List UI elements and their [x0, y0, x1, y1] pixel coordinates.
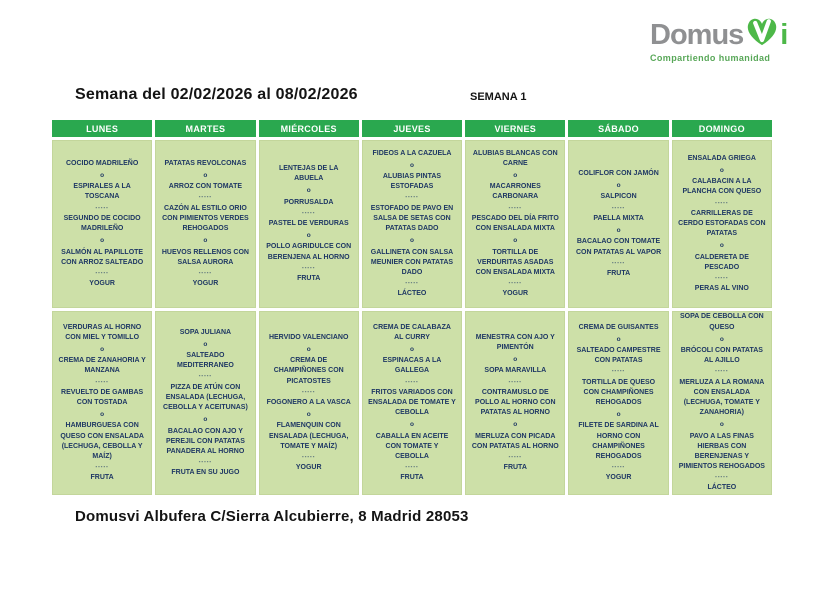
- option-separator: o: [719, 335, 724, 343]
- menu-item: FLAMENQUIN CON ENSALADA (LECHUGA, TOMATE Y MAÍZ): [268, 422, 349, 450]
- menu-item: BRÓCOLI CON PATATAS AL AJILLO: [680, 347, 763, 365]
- course-separator: -----: [95, 464, 109, 471]
- menu-item: PAVO A LAS FINAS HIERBAS CON BERENJENAS Y PIMIENTOS REHOGADOS: [678, 432, 765, 471]
- logo-tagline: Compartiendo humanidad: [650, 53, 771, 63]
- day-header-5: VIERNES: [465, 120, 565, 137]
- menu-item: PESCADO DEL DÍA FRITO CON ENSALADA MIXTA: [471, 214, 559, 232]
- course-separator: -----: [611, 368, 626, 375]
- menu-item: FRUTA: [606, 269, 631, 277]
- menu-item: FRUTA: [297, 275, 321, 283]
- option-separator: o: [306, 232, 311, 240]
- option-separator: o: [410, 161, 414, 169]
- menu-item: COCIDO MADRILEÑO: [65, 159, 139, 167]
- option-separator: o: [616, 182, 621, 190]
- course-separator: -----: [611, 259, 626, 266]
- course-separator: -----: [302, 388, 316, 395]
- menu-item: FRUTA: [503, 464, 527, 472]
- day-header-1: LUNES: [52, 120, 152, 137]
- option-separator: o: [513, 171, 518, 179]
- day-header-7: DOMINGO: [672, 120, 772, 137]
- option-separator: o: [100, 411, 105, 419]
- course-separator: -----: [508, 453, 522, 460]
- menu-cell-row2-day4: [362, 311, 462, 495]
- menu-item: PASTEL DE VERDURAS: [268, 219, 349, 227]
- course-separator: -----: [715, 199, 729, 206]
- course-separator: -----: [198, 194, 213, 201]
- course-separator: -----: [715, 474, 729, 481]
- menu-item: CREMA DE GUISANTES: [578, 323, 659, 331]
- menu-item: SALPICON: [600, 193, 637, 201]
- day-header-2: MARTES: [155, 120, 255, 137]
- menu-cell-row2-day7: [672, 311, 772, 495]
- menu-item: FRUTA EN SU JUGO: [171, 469, 240, 477]
- menu-item: YOGUR: [605, 474, 632, 482]
- menu-item: VERDURAS AL HORNO CON MIEL Y TOMILLO: [63, 323, 142, 341]
- menu-item: TORTILLA DE QUESO CON CHAMPIÑONES REHOGADOS: [582, 378, 656, 406]
- menu-item: SOPA MARAVILLA: [484, 367, 547, 375]
- menu-item: LENTEJAS DE LA ABUELA: [278, 164, 339, 182]
- domusvi-logo: [650, 14, 830, 63]
- menu-item: ENSALADA GRIEGA: [687, 154, 756, 162]
- day-header-6: SÁBADO: [568, 120, 668, 137]
- menu-item: MERLUZA A LA ROMANA CON ENSALADA (LECHUGA, TOMATE Y ZANAHORIA): [679, 378, 765, 417]
- menu-cell-row1-day3: [259, 140, 359, 308]
- menu-item: YOGUR: [192, 280, 219, 288]
- page-title: Semana del 02/02/2026 al 08/02/2026: [75, 86, 358, 103]
- menu-item: FIDEOS A LA CAZUELA: [372, 149, 452, 157]
- day-header-4: JUEVES: [362, 120, 462, 137]
- menu-item: MACARRONES CARBONARA: [489, 183, 541, 201]
- course-separator: -----: [508, 378, 522, 385]
- menu-cell-row1-day5: [465, 140, 565, 308]
- course-separator: -----: [508, 204, 522, 211]
- option-separator: o: [410, 237, 414, 245]
- menu-item: ESTOFADO DE PAVO EN SALSA DE SETAS CON PATATAS DADO: [370, 204, 454, 232]
- menu-item: PATATAS REVOLCONAS: [164, 159, 247, 167]
- option-separator: o: [719, 242, 724, 250]
- menu-item: BACALAO CON AJO Y PEREJIL CON PATATAS PANADERA AL HORNO: [165, 427, 245, 455]
- menu-item: CALABACIN A LA PLANCHA CON QUESO: [682, 178, 762, 196]
- menu-item: CARRILLERAS DE CERDO ESTOFADAS CON PATATAS: [678, 209, 766, 238]
- course-separator: -----: [198, 373, 213, 380]
- menu-cell-row1-day1: [52, 140, 152, 308]
- option-separator: o: [100, 237, 105, 245]
- option-separator: o: [513, 421, 518, 429]
- menu-item: BACALAO CON TOMATE CON PATATAS AL VAPOR: [575, 238, 662, 256]
- menu-item: FOGONERO A LA VASCA: [266, 398, 351, 406]
- menu-cell-row1-day2: [155, 140, 255, 308]
- menu-cell-row1-day6: [568, 140, 668, 308]
- menu-item: MENESTRA CON AJO Y PIMENTÓN: [475, 333, 555, 351]
- menu-cell-row2-day5: [465, 311, 565, 495]
- menu-cell-row2-day2: [155, 311, 255, 495]
- menu-item: CREMA DE ZANAHORIA Y MANZANA: [58, 357, 146, 375]
- menu-item: PIZZA DE ATÚN CON ENSALADA (LECHUGA, CEBOLLA Y ACEITUNAS): [163, 383, 248, 411]
- option-separator: o: [306, 345, 311, 353]
- option-separator: o: [616, 227, 621, 234]
- option-separator: o: [203, 340, 208, 348]
- option-separator: o: [513, 355, 518, 363]
- menu-item: TORTILLA DE VERDURITAS ASADAS CON ENSALADA MIXTA: [475, 248, 555, 276]
- menu-item: SOPA DE CEBOLLA CON QUESO: [679, 313, 764, 331]
- menu-item: FRUTA: [90, 474, 114, 482]
- course-separator: -----: [508, 279, 522, 286]
- option-separator: o: [203, 237, 208, 245]
- option-separator: o: [100, 345, 105, 353]
- menu-item: GALLINETA CON SALSA MEUNIER CON PATATAS DADO: [370, 248, 454, 276]
- menu-item: POLLO AGRIDULCE CON BERENJENA AL HORNO: [266, 243, 352, 261]
- course-separator: -----: [715, 368, 729, 375]
- menu-item: LÁCTEO: [707, 484, 737, 492]
- menu-item: PAELLA MIXTA: [593, 214, 644, 222]
- option-separator: o: [410, 345, 414, 353]
- menu-item: PORRUSALDA: [284, 198, 334, 206]
- option-separator: o: [719, 166, 724, 174]
- course-separator: -----: [405, 194, 419, 201]
- menu-table: [52, 120, 772, 495]
- menu-item: ARROZ CON TOMATE: [168, 183, 243, 191]
- course-separator: -----: [198, 458, 213, 465]
- menu-item: FRITOS VARIADOS CON ENSALADA DE TOMATE Y CEBOLLA: [368, 388, 456, 417]
- menu-item: ALUBIAS BLANCAS CON CARNE: [472, 149, 558, 167]
- menu-item: ESPIRALES A LA TOSCANA: [73, 183, 131, 201]
- heart-icon: [745, 16, 779, 52]
- week-label: SEMANA 1: [470, 91, 527, 103]
- menu-item: HAMBURGUESA CON QUESO CON ENSALADA (LECHUGA, CEBOLLA Y MAÍZ): [60, 422, 144, 460]
- day-header-3: MIÉRCOLES: [259, 120, 359, 137]
- course-separator: -----: [405, 464, 419, 471]
- option-separator: o: [306, 411, 311, 419]
- menu-item: SOPA JULIANA: [179, 328, 232, 336]
- menu-item: SEGUNDO DE COCIDO MADRILEÑO: [63, 214, 141, 232]
- menu-item: SALTEADO CAMPESTRE CON PATATAS: [576, 347, 661, 365]
- menu-item: LÁCTEO: [397, 290, 427, 298]
- course-separator: -----: [611, 464, 626, 471]
- option-separator: o: [203, 171, 208, 179]
- domusvi-brand: [650, 14, 830, 50]
- menu-cell-row2-day1: [52, 311, 152, 495]
- menu-item: HUEVOS RELLENOS CON SALSA AURORA: [161, 248, 249, 266]
- option-separator: o: [410, 421, 414, 429]
- menu-item: CONTRAMUSLO DE POLLO AL HORNO CON PATATAS AL HORNO: [475, 388, 556, 417]
- option-separator: o: [100, 171, 105, 179]
- menu-item: FILETE DE SARDINA AL HORNO CON CHAMPIÑONES REHOGADOS: [578, 422, 659, 460]
- menu-item: COLIFLOR CON JAMÓN: [578, 169, 659, 177]
- menu-item: CAZÓN AL ESTILO ORIO CON PIMIENTOS VERDES REHOGADOS: [162, 204, 249, 232]
- menu-item: HERVIDO VALENCIANO: [268, 333, 349, 341]
- menu-item: CALDERETA DE PESCADO: [694, 253, 749, 271]
- course-separator: -----: [95, 204, 109, 211]
- menu-item: CREMA DE CHAMPIÑONES CON PICATOSTES: [273, 357, 344, 385]
- menu-item: YOGUR: [89, 280, 115, 288]
- course-separator: -----: [302, 453, 316, 460]
- menu-cell-row2-day6: [568, 311, 668, 495]
- course-separator: -----: [302, 264, 316, 271]
- brand-text-domus: Domus: [650, 19, 744, 51]
- course-separator: -----: [95, 269, 109, 276]
- menu-item: CABALLA EN ACEITE CON TOMATE Y CEBOLLA: [375, 432, 449, 460]
- option-separator: o: [306, 187, 311, 195]
- course-separator: -----: [198, 269, 213, 276]
- menu-item: PERAS AL VINO: [694, 285, 749, 293]
- course-separator: -----: [405, 279, 419, 286]
- menu-item: ALUBIAS PINTAS ESTOFADAS: [382, 173, 442, 191]
- menu-item: FRUTA: [400, 474, 424, 482]
- menu-item: YOGUR: [295, 464, 322, 472]
- option-separator: o: [513, 237, 518, 245]
- menu-item: REVUELTO DE GAMBAS CON TOSTADA: [61, 388, 144, 406]
- menu-item: MERLUZA CON PICADA CON PATATAS AL HORNO: [471, 432, 559, 450]
- option-separator: o: [616, 335, 621, 343]
- menu-item: YOGUR: [502, 290, 529, 298]
- option-separator: o: [203, 416, 208, 424]
- menu-item: ESPINACAS A LA GALLEGA: [382, 357, 442, 375]
- course-separator: -----: [715, 274, 729, 281]
- option-separator: o: [719, 421, 724, 429]
- footer-address: Domusvi Albufera C/Sierra Alcubierre, 8 Madrid 28053: [75, 508, 469, 525]
- course-separator: -----: [302, 209, 316, 216]
- menu-cell-row1-day7: [672, 140, 772, 308]
- course-separator: -----: [405, 378, 419, 385]
- menu-cell-row2-day3: [259, 311, 359, 495]
- menu-item: CREMA DE CALABAZA AL CURRY: [373, 323, 451, 341]
- course-separator: -----: [611, 204, 626, 211]
- brand-text-i: i: [780, 19, 789, 51]
- menu-item: SALTEADO MEDITERRANEO: [177, 352, 234, 370]
- option-separator: o: [616, 411, 621, 419]
- course-separator: -----: [95, 378, 109, 385]
- menu-item: SALMÓN AL PAPILLOTE CON ARROZ SALTEADO: [61, 248, 144, 266]
- menu-cell-row1-day4: [362, 140, 462, 308]
